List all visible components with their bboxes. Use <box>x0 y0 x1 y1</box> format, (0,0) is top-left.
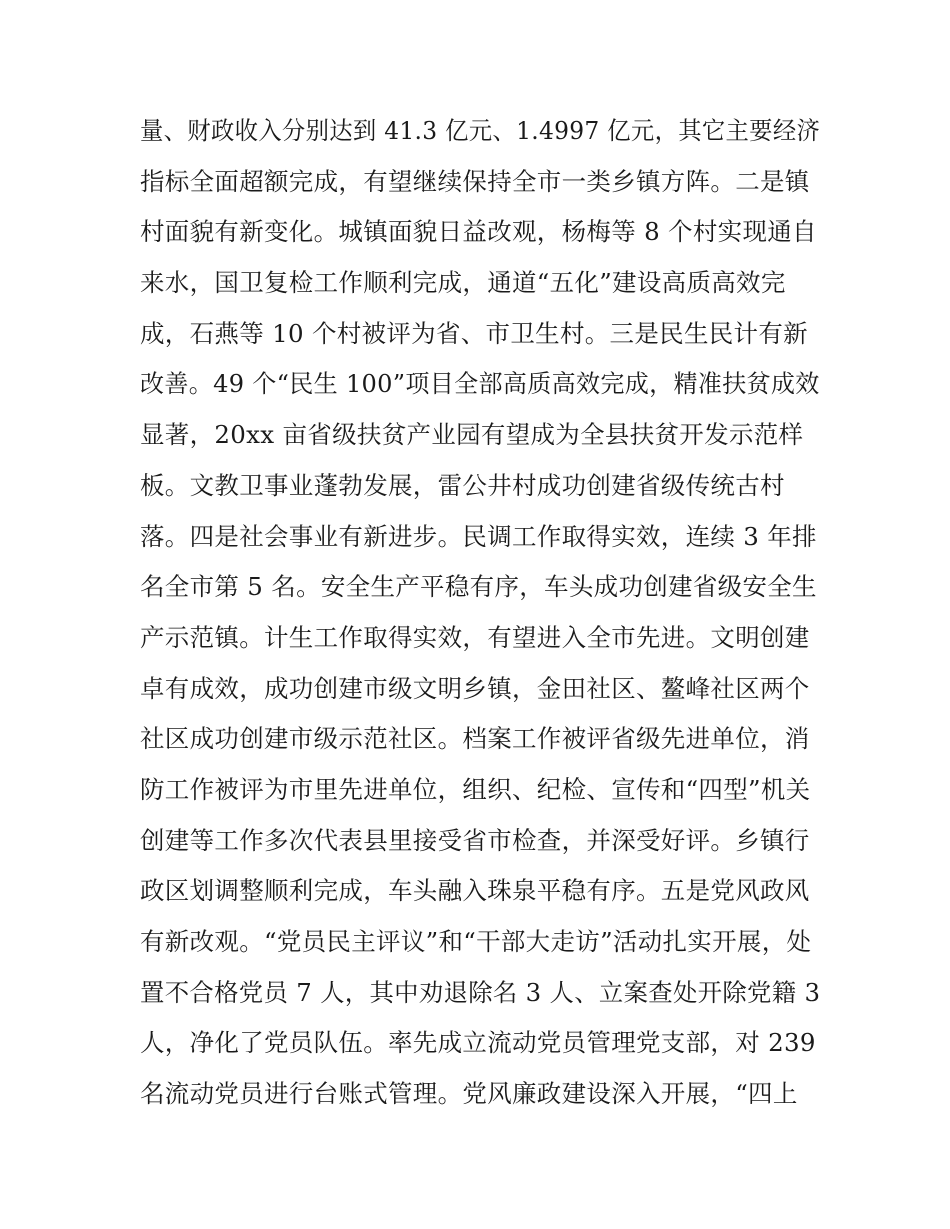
text-line: 板。文教卫事业蓬勃发展，雷公井村成功创建省级传统古村 <box>140 470 785 500</box>
text-line: 落。四是社会事业有新进步。民调工作取得实效，连续 3 年排 <box>140 521 817 551</box>
text-line: 置不合格党员 7 人，其中劝退除名 3 人、立案查处开除党籍 3 <box>140 977 821 1007</box>
text-line: 显著，20xx 亩省级扶贫产业园有望成为全县扶贫开发示范样 <box>140 420 804 450</box>
text-line: 名流动党员进行台账式管理。党风廉政建设深入开展，“四上 <box>140 1079 798 1109</box>
text-line: 人，净化了党员队伍。率先成立流动党员管理党支部，对 239 <box>140 1028 816 1058</box>
text-line: 量、财政收入分别达到 41.3 亿元、1.4997 亿元，其它主要经济 <box>140 116 821 145</box>
text-line: 有新改观。“党员民主评议”和“干部大走访”活动扎实开展，处 <box>140 927 812 956</box>
body-paragraph <box>140 106 820 1120</box>
text-line: 改善。49 个“民生 100”项目全部高质高效完成，精准扶贫成效 <box>140 369 820 399</box>
text-line: 政区划调整顺利完成，车头融入珠泉平稳有序。五是党风政风 <box>140 876 810 906</box>
text-line: 创建等工作多次代表县里接受省市检查，并深受好评。乡镇行 <box>140 825 810 855</box>
text-line: 来水，国卫复检工作顺利完成，通道“五化”建设高质高效完 <box>140 268 786 298</box>
text-line: 卓有成效，成功创建市级文明乡镇，金田社区、鳌峰社区两个 <box>140 673 810 703</box>
text-line: 成，石燕等 10 个村被评为省、市卫生村。三是民生民计有新 <box>140 318 808 348</box>
text-line: 指标全面超额完成，有望继续保持全市一类乡镇方阵。二是镇 <box>140 166 810 196</box>
text-line: 名全市第 5 名。安全生产平稳有序，车头成功创建省级安全生 <box>140 572 817 602</box>
text-line: 防工作被评为市里先进单位，组织、纪检、宣传和“四型”机关 <box>140 774 811 804</box>
text-line: 社区成功创建市级示范社区。档案工作被评省级先进单位，消 <box>140 724 810 754</box>
text-line: 产示范镇。计生工作取得实效，有望进入全市先进。文明创建 <box>140 622 810 652</box>
text-line: 村面貌有新变化。城镇面貌日益改观，杨梅等 8 个村实现通自 <box>140 217 817 247</box>
